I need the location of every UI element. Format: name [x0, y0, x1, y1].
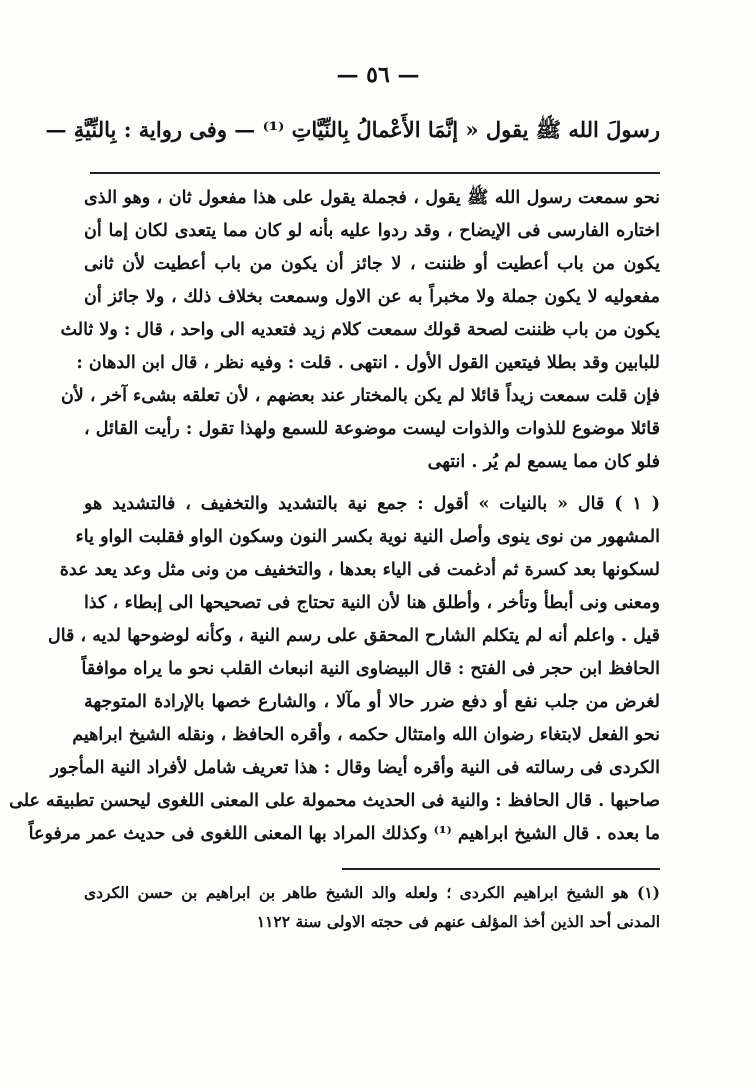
- commentary-line: نحو سمعت رسول الله ﷺ يقول ، فجملة يقول على هذا مفعول ثان ، وهو الذى: [84, 188, 660, 208]
- note-line: الكردى فى رسالته فى النية وأقره أيضا وقال : هذا تعريف شامل لأفراد النية المأجور: [50, 758, 660, 778]
- commentary-line: يكون من باب ظننت لصحة قولك سمعت كلام زيد فتعديه الى واحد ، قال : ولا ثالث: [60, 320, 660, 340]
- commentary-line: فلو كان مما يسمع لم يُر . انتهى: [427, 452, 660, 472]
- note-line: الحافظ ابن حجر فى الفتح : قال البيضاوى النية انبعاث القلب نحو ما يراه موافقاً: [81, 659, 660, 679]
- note-line: ومعنى ونى أبطأ وتأخر ، وأطلق هنا لأن النية تحتاج فى تصحيحها الى إبطاء ، كذا: [84, 593, 660, 613]
- commentary-block: [60, 182, 660, 479]
- page-number: — ٥٦ —: [336, 62, 420, 88]
- note-line: لغرض من جلب نفع أو دفع ضرر حالا أو مآلا ، والشارع خصها بالإرادة المتوجهة: [84, 692, 660, 712]
- footnote-line: (١) هو الشيخ ابراهيم الكردى ؛ ولعله والد الشيخ طاهر بن ابراهيم بن حسن الكردى: [84, 883, 660, 902]
- note-line: صاحبها . قال الحافظ : والنية فى الحديث محمولة على المعنى اللغوى ليحسن تطبيقه على: [9, 791, 660, 811]
- note-block: [9, 488, 661, 851]
- footnote-separator: [342, 868, 660, 870]
- note-line: قيل . واعلم أنه لم يتكلم الشارح المحقق على رسم النية ، وكأنه لوضوحها لديه ، قال: [47, 626, 660, 646]
- commentary-line: فإن قلت سمعت زيداً قائلا لم يكن بالمختار عند بعضهم ، لأن تعلقه بشىء آخر ، لأن: [60, 386, 660, 406]
- note-line: المشهور من نوى ينوى وأصل النية نوية بكسر النون وسكون الواو فقلبت الواو ياء: [75, 527, 660, 547]
- footnote-block: [84, 878, 660, 936]
- commentary-line: اختاره الفارسى فى الإيضاح ، وقد ردوا عليه بأنه لو كان مما يتعدى لكان إما أن: [84, 221, 660, 241]
- hadith-main-text: رسولَ الله ﷺ يقول « إنَّمَا الأَعْمالُ بِالنِّيَّاتِ ⁽¹⁾ — وفى رواية : بِالنِّيَّةِ —: [45, 117, 660, 142]
- commentary-line: للبابين وقد بطلا فيتعين القول الأول . انتهى . قلت : وفيه نظر ، قال ابن الدهان :: [76, 353, 660, 373]
- commentary-line: يكون من باب أعطيت أو ظننت ، لا جائز أن يكون من باب أعطيت لأن ثانى: [84, 254, 660, 274]
- commentary-line: مفعوليه لا يكون جملة ولا مخبراً به عن الاول وسمعت بخلاف ذلك ، ولا جائز أن: [84, 287, 660, 307]
- note-line: نحو الفعل لابتغاء رضوان الله وامتثال حكمه ، وأقره الحافظ ، ونقله الشيخ ابراهيم: [72, 725, 660, 745]
- note-line: ما بعده . قال الشيخ ابراهيم ⁽¹⁾ وكذلك المراد بها المعنى اللغوى فى حديث عمر مرفوعاً: [28, 824, 660, 844]
- commentary-line: قائلا موضوع للذوات والذوات ليست موضوعة للسمع ولهذا تقول : رأيت القائل ،: [84, 419, 660, 439]
- note-line: ( ١ ) قال « بالنيات » أقول : جمع نية بالتشديد والتخفيف ، فالتشديد هو: [84, 494, 661, 514]
- footnote-line: المدنى أحد الذين أخذ المؤلف عنهم فى حجته الاولى سنة ١١٢٢: [256, 912, 660, 931]
- separator-rule: [90, 172, 660, 174]
- note-line: لسكونها بعد كسرة ثم أدغمت فى الياء بعدها ، والتخفيف من ونى مثل وعد يعد عدة: [59, 560, 660, 580]
